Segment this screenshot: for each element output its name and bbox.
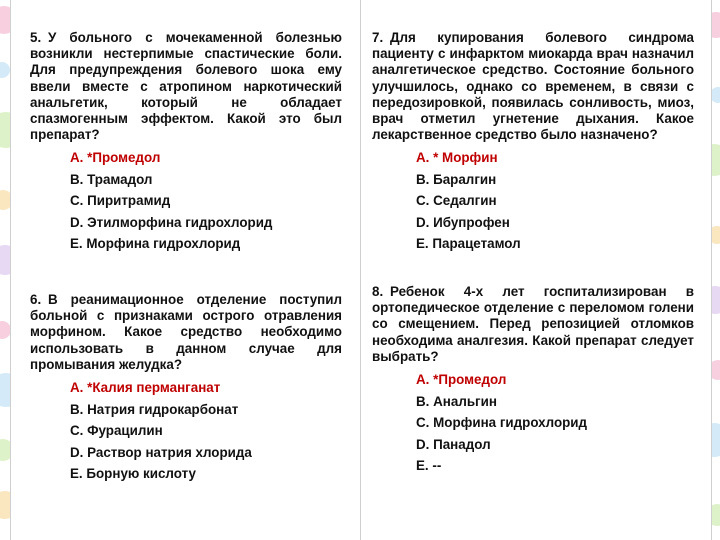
question-6-body: В реанимационное отделение поступил больной с признаками острого отравления морфином. Какое средство необходимо использовать в данном случае для промывания желудка?	[30, 292, 342, 372]
question-5	[30, 30, 342, 255]
question-6-option-a: A. *Калия перманганат	[70, 380, 221, 396]
question-6-option-d: D. Раствор натрия хлорида	[70, 444, 252, 460]
question-7-number: 7.	[372, 30, 384, 45]
question-8-option-a: A. *Промедол	[416, 372, 507, 388]
question-8	[372, 284, 694, 477]
question-5-text	[30, 30, 342, 143]
question-6-number: 6.	[30, 292, 42, 307]
question-6-option-c: C. Фурацилин	[70, 423, 163, 439]
question-7-option-a: A. * Морфин	[416, 150, 498, 166]
question-5-number: 5.	[30, 30, 42, 45]
question-8-body: Ребенок 4-х лет госпитализирован в ортопедическое отделение с переломом голени со смещением. Перед репозицией отломков необходима аналгезия. Какой препарат следует выбрать?	[372, 284, 694, 364]
question-5-option-d: D. Этилморфина гидрохлорид	[70, 214, 273, 230]
question-7-option-e: E. Парацетамол	[416, 236, 521, 252]
question-6	[30, 292, 342, 485]
question-5-options	[70, 147, 342, 255]
question-8-option-d: D. Панадол	[416, 436, 491, 452]
question-7	[372, 30, 694, 255]
question-8-options	[416, 369, 694, 477]
question-7-options	[416, 147, 694, 255]
question-8-number: 8.	[372, 284, 384, 299]
question-8-text	[372, 284, 694, 365]
question-5-option-e: E. Морфина гидрохлорид	[70, 236, 241, 252]
question-5-option-c: C. Пиритрамид	[70, 193, 171, 209]
question-7-text	[372, 30, 694, 143]
question-7-body: Для купирования болевого синдрома пациенту с инфарктом миокарда врач назначил аналгетическое средство. Состояние больного улучшилось, однако со временем, в связи с передозировкой, появилась сонливость, миоз, врач отметил угнетение дыхания. Какое лекарственное средство было назначено?	[372, 30, 694, 143]
question-6-text	[30, 292, 342, 373]
question-6-options	[70, 377, 342, 485]
question-5-body: У больного с мочекаменной болезнью возникли нестерпимые спастические боли. Для предупреждения болевого шока ему ввели вместе с атропином наркотический анальгетик, который не обладает спазмогенным эффектом. Какой это был препарат?	[30, 30, 342, 143]
question-6-option-e: E. Борную кислоту	[70, 466, 196, 482]
question-8-option-e: E. --	[416, 458, 442, 474]
question-7-option-b: B. Баралгин	[416, 171, 497, 187]
question-8-option-c: C. Морфина гидрохлорид	[416, 415, 588, 431]
question-8-option-b: B. Анальгин	[416, 393, 497, 409]
question-7-option-c: C. Седалгин	[416, 193, 497, 209]
question-6-option-b: B. Натрия гидрокарбонат	[70, 401, 239, 417]
question-5-option-a: A. *Промедол	[70, 150, 161, 166]
question-5-option-b: B. Трамадол	[70, 171, 153, 187]
question-7-option-d: D. Ибупрофен	[416, 214, 510, 230]
decorative-circle	[0, 62, 10, 78]
